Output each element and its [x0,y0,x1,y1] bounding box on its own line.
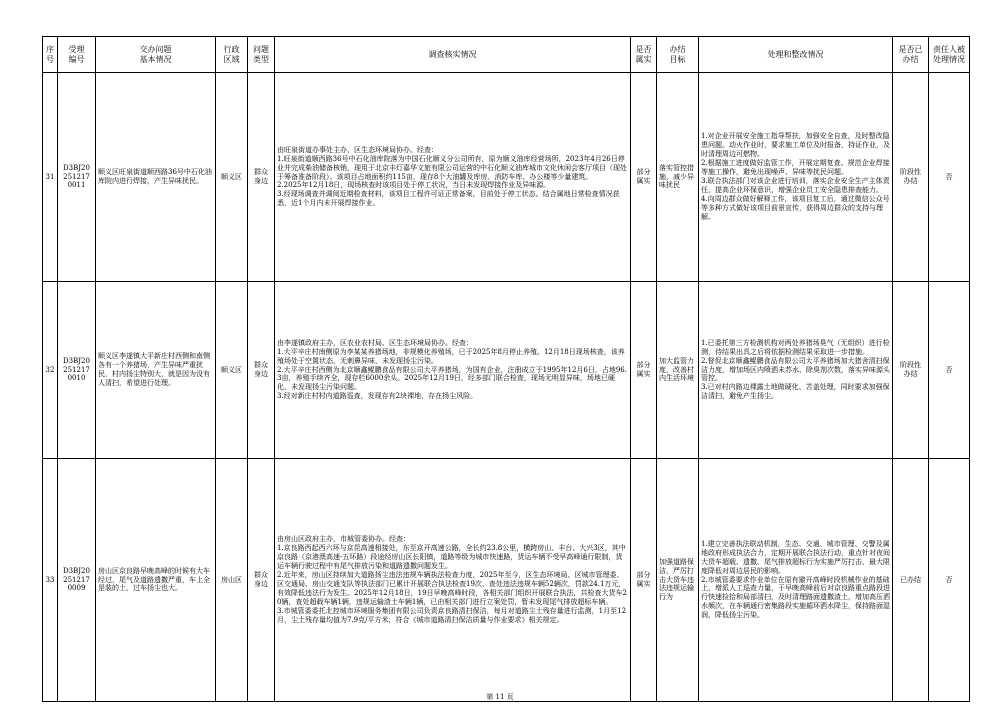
cell-type: 群众 身边 [248,459,275,702]
cell-district: 顺义区 [216,282,248,459]
rectification-para: 4.向周边群众做好解释工作，该项目复工后，通过微信公众号等多种方式做好该项目前景宣传，获得周边群众的支持与理解。 [701,194,890,221]
cell-goal: 落实管控措施，减少异味扰民 [657,73,699,282]
cell-rectification [699,73,893,282]
cell-done: 阶段性 办结 [893,73,929,282]
table-row [43,459,970,702]
cell-type: 群众 身边 [248,282,275,459]
header-accountability: 责任人被 处理情况 [929,37,970,73]
header-goal: 办结 目标 [657,37,699,73]
header-type: 问题 类型 [248,37,275,73]
header-investigation: 调查核实情况 [275,37,631,73]
rectification-para: 1.对企业开展安全施工指导帮扶，加强安全自查，及时整改隐患问题。动火作业时，要求施工单位及时报备，持证作业，及时清理周边可燃物。 [701,132,890,159]
table-row [43,73,970,282]
header-district: 行政 区域 [216,37,248,73]
table-row [43,282,970,459]
investigation-para: 由房山区政府主办，市城管委协办。经查： [277,535,410,544]
investigation-para: 2.2025年12月18日，现场核查时该项目处于停工状况，当日未发现焊接作业及异味源。 [277,181,551,190]
cell-goal: 加大监管力度，改善村内生活环境 [657,282,699,459]
rectification-para: 1.已委托第三方检测机构对两处养猪场臭气（无组织）进行检测，待结果出具之后将依据检测结果采取进一步措施。 [701,338,890,356]
cell-accountability: 否 [929,282,970,459]
investigation-para: 3.市城管委委托北控城市环境服务集团有限公司负责京良路清扫保洁，每月对道路尘土残存量进行监测，1月至12月，尘土残存量均值为7.9克/平方米，符合《城市道路清扫保洁质量与作业要求》相关规定。 [277,606,627,624]
cell-district: 顺义区 [216,73,248,282]
investigation-para: 由旺泉街道办事处主办，区生态环境局协办。经查： [277,145,438,154]
cell-done: 已办结 [893,459,929,702]
cell-seq: 31 [43,73,58,282]
investigation-para: 1.旺泉街道顺西路36号中石化油库院落为中国石化顺义分公司所有，原为顺义油库经营场所，2023年4月26日停业并完成柴油储备核销，现用于北京丰灯嘉华文旅有限公司运营的中石化顺义油库城市文化休闲会客厅项目（现处于筹备准备阶段）。该项目占地面积约115亩，现存8个大油罐及库房、消防车库、办公楼等少量建筑。 [277,154,627,181]
header-row [43,37,970,73]
header-verified: 是否 属实 [631,37,657,73]
page-number: 第 11 页 [486,693,514,701]
rectification-para: 2.根据施工进度做好监管工作，开展定期复查。规范企业焊接等施工操作，避免出现噪声、异味等扰民问题。 [701,159,890,177]
cell-done: 阶段性 办结 [893,282,929,459]
rectification-para: 1.建立完善执法联动机制，生态、交通、城市管理、交警及属地政府形成执法合力，定期开展联合执法行动，重点针对夜间大货车超载、遗撒、尾气排放超标行为实施严厉打击，最大限度降低对周边居民的影响。 [701,539,890,575]
cell-rectification [699,459,893,702]
rectification-para: 2.督促北京顺鑫鲲鹏食品有限公司大平养猪场加大猪舍清扫保洁力度，增加场区内喷洒未苏水、除臭剂次数，落实异味源头管控。 [701,356,890,383]
investigation-para: 2.近年来，房山区持续加大道路扬尘违法违规车辆执法检查力度，2025年至今，区生态环境局、区城市管理委、区交通局、房山交通支队等执法部门已累计开展联合执法检查19次，查处违法违规车辆52辆次，罚款24.1万元，有效降低违法行为发生。2025年12月18日，19日早晚高峰时段，各相关部门组织开展联合执法，共检查大货车20辆，查处超载车辆1辆，违规运输渣土车辆1辆，已由相关部门进行立案处罚，暂未发现尾气排放超标车辆。 [277,571,627,606]
cell-investigation [275,459,631,702]
cell-investigation [275,282,631,459]
cell-basic: 顺义区旺泉街道顺西路36号中石化油库院内进行焊接，产生异味扰民。 [96,73,216,282]
header-id: 受理 编号 [58,37,96,73]
header-done: 是否已 办结 [893,37,929,73]
complaint-table [42,36,970,702]
cell-accountability: 否 [929,73,970,282]
cell-id: D3BJ20 251217 0009 [58,459,96,702]
investigation-para: 3.经对新庄村村内道路巡查，发现存有2块裸地，存在扬尘风险。 [277,392,478,401]
cell-id: D3BJ20 251217 0011 [58,73,96,282]
investigation-para: 由李遂镇政府主办，区农业农村局、区生态环境局协办。经查： [277,338,473,347]
cell-seq: 32 [43,282,58,459]
header-basic: 交办问题 基本情况 [96,37,216,73]
cell-verified: 部分 属实 [631,282,657,459]
header-rectification: 处理和整改情况 [699,37,893,73]
cell-seq: 33 [43,459,58,702]
cell-accountability: 否 [929,459,970,702]
cell-basic: 顺义区李遂镇大平新庄村西侧和南侧各有一个养猪场，产生异味严重扰民，村内扬尘特别大，就是因为没有人清扫，希望进行处理。 [96,282,216,459]
cell-rectification [699,282,893,459]
cell-investigation [275,73,631,282]
rectification-para: 3.联合执法部门对该企业进行培训，落实企业安全生产主体责任，提高企业环保意识，增强企业员工安全隐患排查能力。 [701,177,890,194]
rectification-para: 3.已对村内路边裸露土地做硬化、苫盖处理，同时要求加强保洁清扫，避免产生扬尘。 [701,383,890,401]
header-seq: 序 号 [43,37,58,73]
investigation-para: 1.京良路西起西六环与京昆高速相接处，东至京开高速公路，全长约23.8公里，横跨房山、丰台、大兴3区，其中京良路（京港澳高速-五环路）段途经房山区长阳镇，道路等级为城市快速路，货运车辆不受早高峰通行限制，货运车辆行驶过程中有尾气排放污染和道路遗撒问题发生。 [277,544,626,571]
investigation-para: 3.经现场调查并调阅近期检查材料，该项目工程许可证正常备案，目前处于停工状态。结合属地日常检查情况获悉，近1个月内未开展焊接作业。 [277,190,620,208]
cell-verified: 部分 属实 [631,73,657,282]
investigation-para: 2.大平辛庄村西侧为北京顺鑫鲲鹏食品有限公司大平养猪场，为国有企业，注册成立于1995年12月6日，占地96.3亩，养殖手续齐全，现存栏6000余头。2025年12月19日，经多部门联合检查，现场无明显异味，场地已硬化，未发现扬尘污染问题。 [277,365,627,392]
cell-district: 房山区 [216,459,248,702]
investigation-para: 1.大平辛庄村南侧原为李某某养猪场地，非规模化养殖场，已于2025年8月停止养殖。12月18日现场核查，该养殖场处于空置状态，无刺鼻异味，未发现扬尘污染。 [277,347,625,365]
cell-id: D3BJ20 251217 0010 [58,282,96,459]
cell-goal: 加强道路保洁，严厉打击大货车违法违规运输行为 [657,459,699,702]
cell-verified: 部分 属实 [631,459,657,702]
cell-basic: 房山区京良路早晚高峰的时候有大车经过，尾气及道路遗撒严重，车上全是装的土，过车扬尘也大。 [96,459,216,702]
rectification-para: 2.市城管委要求作业单位在原有避开高峰时段机械作业的基础上，增派人工巡查力量，于早晚高峰前后对京良路重点路段进行快速捡拾和局部清扫，及时清理路面遗撒渣土，增加高压洒水频次，在车辆通行密集路段实施循环洒水降尘，保持路面湿润，降低扬尘污染。 [701,575,890,620]
cell-type: 群众 身边 [248,73,275,282]
